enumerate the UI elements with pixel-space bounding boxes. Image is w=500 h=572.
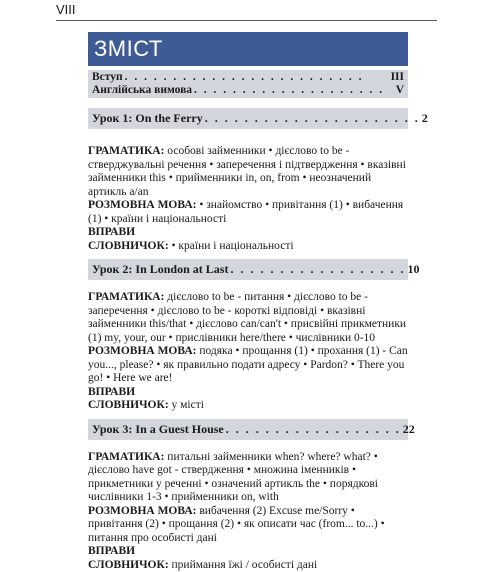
lesson-heading[interactable] (88, 108, 408, 129)
exercises-label: ВПРАВИ (88, 545, 408, 559)
exercises-label: ВПРАВИ (88, 386, 408, 400)
lesson-page: 10 (407, 263, 419, 276)
lesson-heading[interactable] (88, 259, 408, 280)
grammar-label: ГРАМАТИКА: (88, 145, 164, 157)
grammar-text: питальні займенники when? where? what? • дієслово have got - ствердження • множина іменників • прикметники у реченні • означений артикль the • порядкові числівники 1-3 • прийменники on, with (88, 451, 378, 504)
lesson-page: 2 (422, 112, 428, 125)
grammar-label: ГРАМАТИКА: (88, 451, 164, 463)
leader-dots: . . . . . . . . . . . . . . . . . . (226, 423, 401, 436)
toc-entry[interactable] (92, 71, 404, 84)
leader-dots: . . . . . . . . . . . . . . . . . . . . . . (205, 112, 420, 125)
lesson-title: Урок 2: In London at Last (92, 263, 228, 276)
toc-title: ЗМІСТ (88, 32, 408, 66)
grammar-label: ГРАМАТИКА: (88, 291, 164, 303)
speech-text: • знайомство • привітання (1) • вибачення (1) • країни і національності (88, 199, 403, 225)
leader-dots: . . . . . . . . . . . . . . . . . . (230, 263, 405, 276)
grammar-text: дієслово to be - питання • дієслово to be - заперечення • дієслово to be - короткі відповіді • вказівні займенники this/that • дієслово can/can't • присвійні прикметники (1) my, your, our • прислівники here/there • числівники 0-10 (88, 291, 406, 344)
toc-entry[interactable] (92, 84, 404, 97)
speech-text: вибачення (2) Excuse me/Sorry • привітання (2) • прощання (2) • як описати час (from... to...) • питання про особисті дані (88, 505, 385, 544)
lesson-heading[interactable] (88, 419, 408, 440)
speech-text: подяка • прощання (1) • прохання (1) - Can you..., please? • як правильно подати адресу • Pardon? • There you go! • Here we are! (88, 345, 408, 384)
toc-entry-page: III (391, 71, 404, 84)
speech-label: РОЗМОВНА МОВА: (88, 505, 196, 517)
speech-label: РОЗМОВНА МОВА: (88, 345, 196, 357)
toc (88, 32, 408, 572)
vocab-label: СЛОВНИЧОК: (88, 240, 169, 252)
lesson-title: Урок 1: On the Ferry (92, 112, 203, 125)
toc-entry-label: Вступ (92, 71, 123, 84)
vocab-text: у місті (169, 399, 204, 411)
vocab-text: приймання їжі / особисті дані (169, 559, 318, 571)
lesson-content (88, 291, 408, 413)
lesson-page: 22 (403, 423, 415, 436)
lesson-title: Урок 3: In a Guest House (92, 423, 224, 436)
toc-entry-label: Англійська вимова (92, 84, 192, 97)
vocab-label: СЛОВНИЧОК: (88, 399, 169, 411)
vocab-text: • країни і національності (169, 240, 294, 252)
header-rule (56, 20, 437, 21)
toc-entry-page: V (396, 84, 404, 97)
page-number: VIII (56, 2, 76, 17)
vocab-label: СЛОВНИЧОК: (88, 559, 169, 571)
lesson-content (88, 145, 408, 253)
lesson-content (88, 451, 408, 572)
leader-dots: . . . . . . . . . . . . . . . . . . . . . . . . . (125, 71, 389, 84)
speech-label: РОЗМОВНА МОВА: (88, 199, 196, 211)
grammar-text: особові займенники • дієслово to be - стверджувальні речення • заперечення і підтвердження • вказівні займенники this • прийменники in, on, from • неозначений артикль a/an (88, 145, 406, 198)
intro-box (88, 70, 408, 98)
exercises-label: ВПРАВИ (88, 226, 408, 240)
leader-dots: . . . . . . . . . . . . . . . . . . . . (194, 84, 394, 97)
